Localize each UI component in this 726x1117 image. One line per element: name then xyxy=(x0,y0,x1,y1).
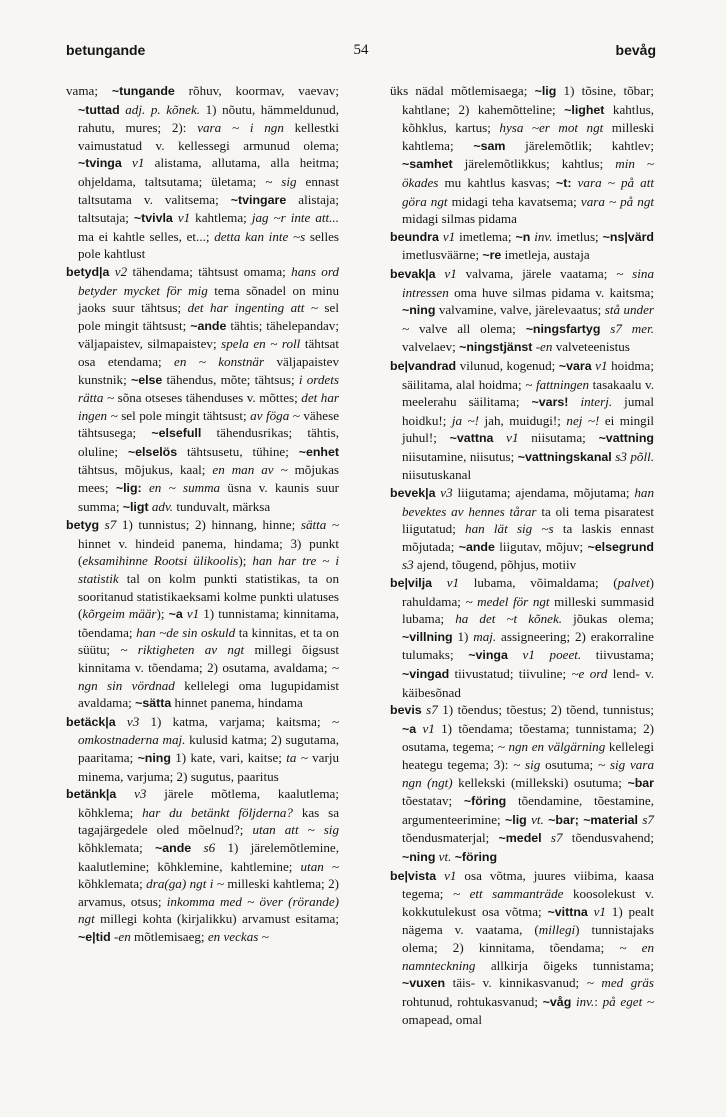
left-column xyxy=(66,82,339,947)
headword: ~enhet xyxy=(298,444,339,459)
headword: ~ande xyxy=(155,840,192,855)
headword: ~lig: xyxy=(115,481,142,496)
left-guide-word: betungande xyxy=(66,42,146,58)
dictionary-entry: be|vista v1 osa võtma, juures viibima, kaasa tegema; ~ ett sammanträde koosolekust v. kokkutulekust osa võtma; ~vittna v1 1) pealt nägema v. vaatama, (millegi) tunnistajaks olema; 2) kinnitama, tõendama; ~ en namnteckning allkirja õigeks tunnistama; ~vuxen täis- v. kinnikasvanud; ~ med gräs rohtunud, rohtukasvanud; ~våg inv.: på eget ~ omapead, omal xyxy=(390,867,655,1028)
headword: ~vattning xyxy=(598,431,654,446)
headword: ~vara xyxy=(558,358,592,373)
headword: ~ningstjänst xyxy=(459,340,533,355)
headword: betyd|a xyxy=(66,264,110,279)
headword: ~ningsfartyg xyxy=(525,321,601,336)
dictionary-entry: bevis s7 1) tõendus; tõestus; 2) tõend, tunnistus; ~a v1 1) tõendama; tõestama; tunnistama; 2) osutama, tegema; ~ ngn en välgärning kellelegi heategu tegema; 3): ~ sig osutuma; ~ sig vara ngn (ngt) kellekski (millekski) osutuma; ~bar tõestatav; ~föring tõendamine, tõestamine, argumenteerimine; ~lig vt. ~bar; ~material s7 tõendusmaterjal; ~medel s7 tõendusvahend; ~ning vt. ~föring xyxy=(390,702,654,864)
dictionary-entry: be|vilja v1 lubama, võimaldama; (palvet) rahuldama; ~ medel för ngt milleski summasid lubama; ha det ~t kõnek. jõukas olema; ~villning 1) maj. assigneering; 2) erakorraline tulumaks; ~vinga v1 poeet. tiivustama; ~vingad tiivustatud; tiivuline; ~e ord lend- v. käibesõnad xyxy=(390,575,655,700)
headword: ~lighet xyxy=(564,102,605,117)
headword: ~vattna xyxy=(449,431,494,446)
headword: ~t: xyxy=(555,175,572,190)
headword: ~vittna xyxy=(547,904,588,919)
headword: ~vinga xyxy=(468,648,508,663)
headword: be|vandrad xyxy=(390,358,457,373)
headword: ~våg xyxy=(542,994,572,1009)
headword: ~n xyxy=(515,229,531,244)
dictionary-entry: betänk|a v3 järele mõtlema, kaalutlema; kõhklema; har du betänkt följderna? kas sa tagajärgedele oled mõelnud?; utan att ~ sig kõhklemata; ~ande s6 1) järelemõtlemine, kaalutlemine; kõhklemine, kahtlemine; utan ~ kõhklemata; dra(ga) ngt i ~ milleski kahtlema; 2) arvamus, otsus; inkomma med ~ över (rörande) ngt millegi kohta (kirjalikku) arvamust esitama; ~e|tid -en mõtlemisaeg; en veckas ~ xyxy=(66,786,340,944)
headword: ~ning xyxy=(402,303,436,318)
dictionary-entry: vama; ~tungande rõhuv, koormav, vaevav; ~tuttad adj. p. kõnek. 1) nõutu, hämmeldunud, rahutu, mures; 2): vara ~ i ngn kellestki vaimustatud v. kellessegi armunud olema; ~tvinga v1 alistama, allutama, alla heitma; ohjeldama, taltsutama; ületama; ~ sig ennast taltsutama v. valitsema; ~tvingare alistaja; taltsutaja; ~tvivla v1 kahtlema; jag ~r inte att... ma ei kahtle selles, et...; detta kan inte ~s selles pole kahtlust xyxy=(66,83,340,262)
headword: betäck|a xyxy=(66,714,116,729)
headword: ~ligt xyxy=(122,499,149,514)
headword: bevis xyxy=(390,703,422,718)
headword: ~elsefull xyxy=(151,426,202,441)
headword: ~ande xyxy=(190,318,227,333)
headword: betänk|a xyxy=(66,787,117,802)
headword: beundra xyxy=(390,229,439,244)
headword: ~bar; xyxy=(548,812,579,827)
headword: ~a xyxy=(402,721,417,736)
headword: be|vista xyxy=(390,868,437,883)
headword: ~material xyxy=(583,812,638,827)
headword: ~föring xyxy=(454,849,498,864)
headword: ~villning xyxy=(402,629,453,644)
headword: ~re xyxy=(482,248,502,263)
dictionary-entry: bevek|a v3 liigutama; ajendama, mõjutama; han bevektes av hennes tårar ta oli tema pisaratest liigutatud; han lät sig ~s ta laskis ennast mõjutada; ~ande liigutav, mõjuv; ~elsegrund s3 ajend, tõugend, põhjus, motiiv xyxy=(390,485,654,573)
headword: ~ning xyxy=(402,849,436,864)
headword: ~elselös xyxy=(127,444,178,459)
right-guide-word: bevåg xyxy=(615,42,656,58)
headword: ~sätta xyxy=(135,696,172,711)
dictionary-entry: betäck|a v3 1) katma, varjama; kaitsma; ~ omkostnaderna maj. kulusid katma; 2) sugutama, paaritama; ~ning 1) kate, vari, kaitse; ta ~ varju minema, varjuma; 2) sugutus, paaritus xyxy=(66,713,340,784)
page-header xyxy=(66,42,656,66)
headword: betyg xyxy=(66,518,100,533)
headword: ~ns|värd xyxy=(602,229,654,244)
headword: ~samhet xyxy=(402,157,453,172)
headword: ~a xyxy=(168,607,183,622)
headword: bevak|a xyxy=(390,266,436,281)
headword: ~vingad xyxy=(402,667,450,681)
headword: ~vuxen xyxy=(402,976,446,991)
headword: ~vattningskanal xyxy=(517,449,612,464)
headword: be|vilja xyxy=(390,576,433,591)
headword: ~lig xyxy=(534,84,557,98)
headword: ~sam xyxy=(473,138,506,153)
headword: ~tuttad xyxy=(78,102,120,117)
dictionary-entry: betyd|a v2 tähendama; tähtsust omama; hans ord betyder mycket för mig tema sõnadel on minu jaoks suur tähtsus; det har ingenting att ~ sel pole mingit tähtsust; ~ande tähtis; tähelepandav; väljapaistev, silmapaistev; spela en ~ roll tähtsat osa etendama; en ~ konstnär väljapaistev kunstnik; ~else tähendus, mõte; tähtsus; i ordets rätta ~ sõna otseses tähenduses v. mõttes; det har ingen ~ sel pole mingit tähtsust; av föga ~ vähese tähtsusega; ~elsefull tähendusrikas; tähtis, oluline; ~elselös tähtsusetu, tühine; ~enhet tähtsus, mõjukus, kaal; en man av ~ mõjukas mees; ~lig: en ~ summa üsna v. kaunis suur summa; ~ligt adv. tunduvalt, märksa xyxy=(66,263,340,514)
headword: ~bar xyxy=(627,775,654,790)
headword: ~else xyxy=(130,372,163,387)
dictionary-entry: beundra v1 imetlema; ~n inv. imetlus; ~ns|värd imetlusväärne; ~re imetleja, austaja xyxy=(390,228,654,263)
dictionary-entry: betyg s7 1) tunnistus; 2) hinnang, hinne; sätta ~ hinnet v. hindeid panema, hindama; 3) punkt (eksamihinne Rootsi ülikoolis); han har tre ~ i statistik tal on kolm punkti statistikas, ta on sooritanud statistikaeksami kolme punkti ulatuses (kõrgeim määr); ~a v1 1) tunnistama; kinnitama, tõendama; han ~de sin oskuld ta kinnitas, et ta on süütu; ~ riktigheten av ngt millegi õigsust kinnitama v. tõendama; 2) osutama, avaldama; ~ ngn sin vördnad kellelegi oma lugupidamist avaldama; ~sätta hinnet panema, hindama xyxy=(66,517,340,711)
dictionary-entry: bevak|a v1 valvama, järele vaatama; ~ sina intressen oma huve silmas pidama v. kaitsma; ~ning valvamine, valve, järelevaatus; stå under ~ valve all olema; ~ningsfartyg s7 mer. valvelaev; ~ningstjänst -en valveteenistus xyxy=(390,265,655,355)
headword: bevek|a xyxy=(390,486,436,501)
headword: ~ning xyxy=(137,750,171,765)
headword: ~tvingare xyxy=(230,192,287,207)
headword: ~tungande xyxy=(111,84,175,98)
headword: ~tvivla xyxy=(133,211,173,226)
headword: ~föring xyxy=(463,794,507,809)
headword: ~elsegrund xyxy=(587,539,654,554)
dictionary-entry: be|vandrad vilunud, kogenud; ~vara v1 hoidma; säilitama, alal hoidma; ~ fattningen tasakaalu v. meelerahu säilitama; ~vars! interj. jumal hoidku!; ja ~! jah, muidugi!; nej ~! ei mingil juhul!; ~vattna v1 niisutama; ~vattning niisutamine, niisutus; ~vattningskanal s3 põll. niisutuskanal xyxy=(390,357,655,483)
dictionary-entry: üks nädal mõtlemisaega; ~lig 1) tõsine, tõbar; kahtlane; 2) kahemõtteline; ~lighet kahtlus, kõhklus, kartus; hysa ~er mot ngt milleski kahtlema; ~sam järelemõtlik; kahtlev; ~samhet järelemõtlikkus; kahtlus; min ~ ökades mu kahtlus kasvas; ~t: vara ~ på att göra ngt midagi teha kavatsema; vara ~ på ngt midagi silmas pidama xyxy=(390,83,655,227)
page-number: 54 xyxy=(353,42,369,58)
headword: ~e|tid xyxy=(78,929,111,944)
headword: ~medel xyxy=(498,831,542,846)
headword: ~ande xyxy=(458,539,495,554)
headword: ~vars! xyxy=(531,395,569,410)
headword: ~lig xyxy=(505,812,527,827)
headword: ~tvinga xyxy=(78,156,122,171)
right-column xyxy=(390,82,654,1029)
